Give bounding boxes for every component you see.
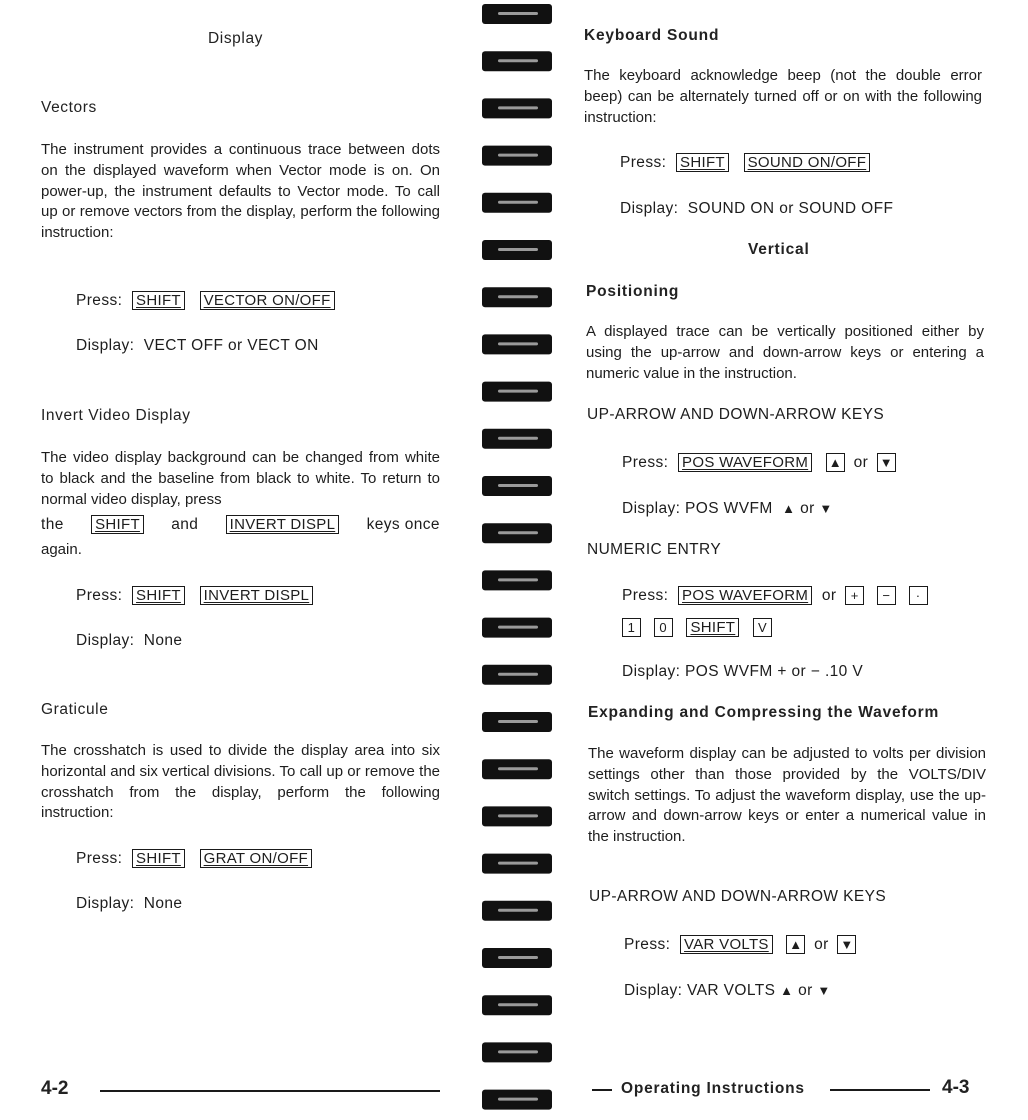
invert-press-line <box>76 586 318 605</box>
positioning-updown-heading: UP-ARROW AND DOWN-ARROW KEYS <box>587 406 885 423</box>
spiral-binding <box>476 0 556 1120</box>
positioning-display-line <box>622 500 833 518</box>
expanding-heading: Expanding and Compressing the Waveform <box>588 704 940 721</box>
digit-1-key: 1 <box>622 618 641 637</box>
binding-ring-highlight <box>498 342 538 345</box>
binding-ring-highlight <box>498 1003 538 1006</box>
display-value: None <box>143 895 183 912</box>
numeric-display-line <box>622 663 863 681</box>
display-label: Display: <box>620 200 679 217</box>
binding-ring-highlight <box>498 201 538 204</box>
graticule-press-line <box>76 849 317 868</box>
binding-ring-highlight <box>498 1050 538 1053</box>
expanding-updown-heading: UP-ARROW AND DOWN-ARROW KEYS <box>589 888 887 905</box>
invert-displ-key: INVERT DISPL <box>200 586 314 605</box>
footer-rule <box>830 1089 930 1091</box>
display-label: Display: <box>76 632 135 649</box>
numeric-entry-heading: NUMERIC ENTRY <box>587 541 722 558</box>
display-label: Display: <box>624 982 683 999</box>
binding-ring-highlight <box>498 437 538 440</box>
binding-ring-highlight <box>498 106 538 109</box>
decimal-point-key: · <box>909 586 928 605</box>
invert-displ-key: INVERT DISPL <box>226 515 340 534</box>
binding-ring-highlight <box>498 673 538 676</box>
expanding-press-line <box>624 935 860 954</box>
para-word-keys-once: keys once <box>366 515 440 533</box>
display-label: Display: <box>76 337 135 354</box>
right-page-number: 4-3 <box>942 1077 970 1098</box>
plus-key: + <box>845 586 864 605</box>
invert-video-heading: Invert Video Display <box>41 407 191 424</box>
down-arrow-key: ▼ <box>877 453 896 472</box>
or-text: or <box>814 936 829 953</box>
vectors-display-line <box>76 337 319 355</box>
var-volts-key: VAR VOLTS <box>680 935 773 954</box>
invert-video-paragraph-keys <box>41 515 440 534</box>
footer-label: Operating Instructions <box>621 1080 805 1097</box>
binding-ring-highlight <box>498 248 538 251</box>
press-label: Press: <box>622 587 669 604</box>
binding-ring-highlight <box>498 484 538 487</box>
invert-video-paragraph-end: again. <box>41 541 82 558</box>
invert-video-paragraph: The video display background can be changed from white to black and the baseline from black to white. To return to normal video display, press <box>41 449 440 508</box>
binding-ring-highlight <box>498 578 538 581</box>
positioning-paragraph: A displayed trace can be vertically positioned either by using the up-arrow and down-arrow keys or entering a numeric value in the instruction. <box>586 323 984 382</box>
vectors-paragraph: The instrument provides a continuous trace between dots on the displayed waveform when Vector mode is on. On power-up, the instrument defaults to Vector mode. To call up or remove vectors from the display, perform the following instruction: <box>41 141 440 242</box>
left-page-title: Display <box>208 30 264 47</box>
vectors-press-line <box>76 291 340 310</box>
up-arrow-icon: ▲ <box>782 501 796 516</box>
left-page <box>0 0 470 1120</box>
binding-ring-highlight <box>498 814 538 817</box>
binding-rings-graphic <box>476 0 556 1120</box>
up-arrow-key: ▲ <box>826 453 845 472</box>
digit-0-key: 0 <box>654 618 673 637</box>
para-word-the: the <box>41 515 64 533</box>
down-arrow-key: ▼ <box>837 935 856 954</box>
binding-ring-highlight <box>498 1098 538 1101</box>
display-value: None <box>143 632 183 649</box>
right-page <box>560 0 1028 1120</box>
display-value: POS WVFM <box>685 500 773 517</box>
vectors-heading: Vectors <box>41 99 97 116</box>
binding-ring-highlight <box>498 626 538 629</box>
footer-rule-short <box>592 1089 612 1091</box>
expanding-paragraph: The waveform display can be adjusted to volts per division settings other than those provided by the VOLTS/DIV switch settings. To adjust the waveform display, use the up-arrow and down-arrow keys or enter a numerical value in the instruction. <box>588 745 986 846</box>
press-label: Press: <box>76 587 123 604</box>
binding-ring-highlight <box>498 295 538 298</box>
shift-key: SHIFT <box>132 586 185 605</box>
pos-waveform-key: POS WAVEFORM <box>678 453 812 472</box>
sound-on-off-key: SOUND ON/OFF <box>744 153 871 172</box>
down-arrow-icon: ▼ <box>819 501 833 516</box>
up-arrow-key: ▲ <box>786 935 805 954</box>
binding-ring-highlight <box>498 956 538 959</box>
keyboard-sound-press-line <box>620 153 875 172</box>
press-label: Press: <box>624 936 671 953</box>
or-text: or <box>821 587 837 604</box>
or-text: or <box>853 454 869 471</box>
left-page-number: 4-2 <box>41 1078 69 1099</box>
shift-key: SHIFT <box>676 153 729 172</box>
binding-ring-highlight <box>498 720 538 723</box>
vertical-title: Vertical <box>748 241 810 258</box>
shift-key: SHIFT <box>132 849 185 868</box>
footer-rule <box>100 1090 440 1092</box>
binding-ring-highlight <box>498 909 538 912</box>
vector-on-off-key: VECTOR ON/OFF <box>200 291 335 310</box>
minus-key: − <box>877 586 896 605</box>
expanding-display-line <box>624 982 831 1000</box>
press-label: Press: <box>76 850 123 867</box>
grat-on-off-key: GRAT ON/OFF <box>200 849 312 868</box>
display-value: POS WVFM + or − .10 V <box>685 663 864 680</box>
press-label: Press: <box>76 292 123 309</box>
numeric-keys-line <box>618 618 776 637</box>
positioning-heading: Positioning <box>586 283 680 300</box>
graticule-heading: Graticule <box>41 701 109 718</box>
display-label: Display: <box>76 895 135 912</box>
keyboard-sound-heading: Keyboard Sound <box>584 27 720 44</box>
invert-display-line <box>76 632 182 650</box>
display-label: Display: <box>622 500 681 517</box>
press-label: Press: <box>620 154 667 171</box>
display-value: SOUND ON or SOUND OFF <box>687 200 894 217</box>
para-word-and: and <box>171 515 199 533</box>
display-value: VECT OFF or VECT ON <box>143 337 319 354</box>
pos-waveform-key: POS WAVEFORM <box>678 586 812 605</box>
binding-ring-highlight <box>498 862 538 865</box>
or-text: or <box>798 982 813 999</box>
graticule-paragraph: The crosshatch is used to divide the display area into six horizontal and six vertical divisions. To call up or remove the crosshatch from the display, perform the following instruction: <box>41 742 440 822</box>
display-label: Display: <box>622 663 681 680</box>
binding-ring-highlight <box>498 154 538 157</box>
binding-ring-highlight <box>498 531 538 534</box>
binding-ring-highlight <box>498 12 538 15</box>
shift-key: SHIFT <box>91 515 144 534</box>
binding-ring-highlight <box>498 390 538 393</box>
down-arrow-icon: ▼ <box>817 983 831 998</box>
numeric-press-line <box>622 586 932 605</box>
shift-key: SHIFT <box>132 291 185 310</box>
up-arrow-icon: ▲ <box>780 983 794 998</box>
shift-key: SHIFT <box>686 618 739 637</box>
binding-ring-highlight <box>498 59 538 62</box>
graticule-display-line <box>76 895 182 913</box>
positioning-press-line <box>622 453 900 472</box>
or-text: or <box>800 500 815 517</box>
press-label: Press: <box>622 454 669 471</box>
keyboard-sound-display-line <box>620 200 893 218</box>
keyboard-sound-paragraph: The keyboard acknowledge beep (not the double error beep) can be alternately turned off or on with the following instruction: <box>584 67 982 126</box>
volts-key: V <box>753 618 772 637</box>
display-value: VAR VOLTS <box>687 982 776 999</box>
binding-ring-highlight <box>498 767 538 770</box>
